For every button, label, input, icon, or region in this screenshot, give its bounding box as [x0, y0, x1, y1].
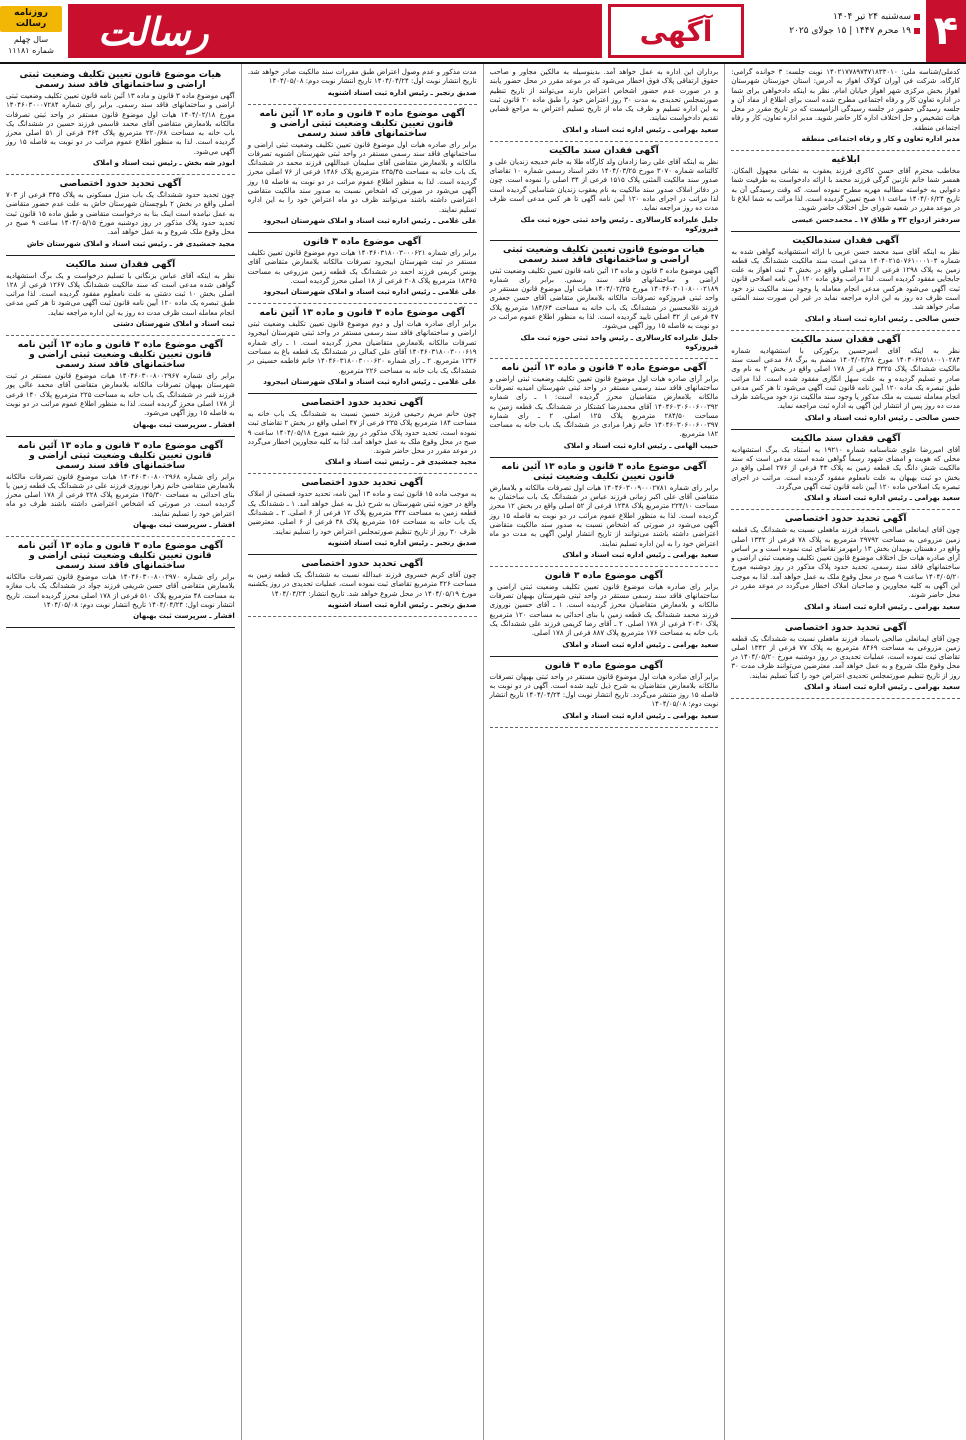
masthead [0, 0, 966, 64]
notice-body: برابر رای شماره ۱۴۰۴۶۰۳۰۰۸۰۰۲۹۷۰ هیات موضوع قانون تصرفات مالکانه بلامعارض متقاضی آقای حسن شریفی فرزند جواد در ششدانگ یک باب مغازه به مساحت ۴۸ مترمربع پلاک ۵۱۰ فرعی از ۱۷۸ اصلی محرز گردیده است. تاریخ انتشار نوبت اول: ۱۴۰۴/۰۴/۲۴ تاریخ انتشار نوبت دوم: ۱۴۰۴/۰۵/۰۸ [6, 573, 235, 609]
notice-signature: صدیق رنجبر ـ رئیس اداره ثبت اسناد اشنویه [327, 600, 477, 609]
notice-body: نظر به اینکه آقای سید محمد حسن عربی با ارائه استشهادیه گواهی شده به شماره ۱۴۰۴۰۲۱۵۰۷۶۱۰۰۰۱۰۴ مدعی است سند مالکیت ششدانگ یک قطعه زمین به پلاک ۱۲۹۸ فرعی از ۲۱۲ اصلی واقع در بخش ۳ ثبت اهواز به علت جابجایی مفقود گردیده است. لذا مراتب وفق ماده ۱۲۰ آیین نامه اصلاحی قانون ثبت آگهی می‌شود هرکس مدعی انجام معامله یا وجود سند مالکیت نزد خود است ظرف ده روز به این اداره مراجعه نماید در غیر این صورت سند المثنی صادر خواهد شد. [731, 247, 960, 312]
notice-title: آگهی موضوع ماده ۳ قانون و ماده ۱۳ آئین نامه قانون تعیین تکلیف وضعیت ثبتی [501, 461, 707, 482]
notice-title: آگهی موضوع ماده ۳ قانون و ماده ۱۳ آئین نامه قانون تعیین تکلیف وضعیت ثبتی اراضی و ساختمانهای فاقد سند رسمی [259, 108, 465, 139]
legal-notice [731, 236, 960, 324]
legal-notice [490, 146, 719, 234]
notice-body: برابر آرای صادره هیات اول موضوع قانون تعیین تکلیف وضعیت ثبتی اراضی و ساختمانهای فاقد سند رسمی مستقر در واحد ثبتی شهرستان امیدیه تصرفات مالکانه بلامعارض متقاضیان محرز گردیده است: ۱ ـ رای شماره ۱۴۰۴۶۰۳۰۶۰۰۶۰۰۳۹۲ آقای محمدرضا کشتکار در ششدانگ یک قطعه زمین به مساحت ۲۸۴/۵۰ مترمربع پلاک ۱۲۵ اصلی. ۲ ـ رای شماره ۱۴۰۴۶۰۳۰۶۰۰۶۰۰۳۹۷ خانم زهرا مرادی در ششدانگ یک باب خانه به مساحت ۱۸۲ مترمربع. [489, 374, 719, 439]
notice-divider [490, 566, 719, 567]
notice-signature: افشار ـ سرپرست ثبت بهبهان [133, 420, 235, 429]
notice-signature: سردفتر ازدواج ۴۳ و طلاق ۱۷ ـ محمدحسن عیسی [791, 215, 960, 224]
legal-notice [731, 514, 960, 611]
notice-body: مخاطب محترم آقای حسن کاکری فرزند یعقوب به نشانی مجهول المکان. همسر شما خانم نازنین گرگی فرزند محمد با ارائه دادخواست به طرفیت شما دعوایی به خواسته مطالبه مهریه مطرح نموده است. که وقت رسیدگی آن به تاریخ ۱۴۰۴/۰۶/۲۴ ساعت ۱۱ صبح تعیین گردیده است. لذا مراتب به شما ابلاغ تا در موعد مقرر در شعبه شورای حل اختلاف حاضر شوید. [731, 167, 961, 213]
notice-body: برابر رای شماره ۱۴۰۴۶۰۳۰۰۹۰۰۰۲۷۸۱ هیات اول تصرفات مالکانه و بلامعارض متقاضی آقای علی اکبر زمانی فرزند عباس در ششدانگ یک باب ساختمان به مساحت ۲۲۴/۱۰ مترمربع پلاک ۱۲۳۸ فرعی از ۵۲ اصلی واقع در بخش ۱۲ محرز گردیده است. لذا به منظور اطلاع عموم مراتب در دو نوبت به فاصله ۱۵ روز آگهی می‌شود در صورتی که اشخاص نسبت به صدور سند مالکیت متقاضی اعتراضی داشته باشند می‌توانند از تاریخ انتشار اولین آگهی به مدت دو ماه اعتراض خود را به این اداره تسلیم نمایند. [489, 483, 719, 548]
notice-body: به موجب ماده ۱۵ قانون ثبت و ماده ۱۳ آیین نامه، تحدید حدود قسمتی از املاک واقع در حوزه ثبتی شهرستان به شرح ذیل به عمل خواهد آمد. ۱ ـ ششدانگ یک قطعه زمین به مساحت ۳۴۲ مترمربع پلاک ۱۲ فرعی از ۶ اصلی. ۲ ـ ششدانگ یک باب خانه به مساحت ۱۵۶ مترمربع پلاک ۳۸ فرعی از ۶ اصلی. معترضین ظرف ۳۰ روز از تاریخ تنظیم صورتمجلس اعتراض خود را تسلیم نمایند. [247, 490, 477, 536]
notice-divider [731, 509, 960, 510]
notice-title: آگهی تحدید حدود اختصاصی [301, 397, 423, 408]
notice-body: برابر رای شماره ۱۴۰۴۶۰۳۰۰۸۰۰۲۹۶۸ هیات موضوع قانون تصرفات مالکانه بلامعارض متقاضی خانم زهرا نوروزی فرزند علی در ششدانگ یک قطعه زمین با بنای احداثی به مساحت ۱۴۵/۳۰ مترمربع پلاک ۲۲۸ فرعی از ۱۷۸ اصلی محرز گردیده است. در صورتی که اشخاص اعتراضی داشته باشند ظرف دو ماه اعتراض خود را تسلیم نمایند. [6, 472, 235, 518]
notice-divider [731, 618, 960, 619]
columns [0, 64, 966, 1440]
issue-meta [0, 0, 62, 62]
year-label: سال چهلم [13, 35, 49, 44]
notice-title: آگهی موضوع ماده ۳ قانون و ماده ۱۳ آئین نامه قانون تعیین تکلیف وضعیت ثبتی اراضی و ساختمانهای فاقد سند رسمی [17, 340, 223, 371]
legal-notice [248, 109, 477, 226]
legal-notice [248, 308, 477, 387]
notice-signature: افشار ـ سرپرست ثبت بهبهان [133, 612, 235, 621]
notice-signature: حسن صالحی ـ رئیس اداره ثبت اسناد و املاک [804, 413, 960, 422]
legal-notice [6, 541, 235, 621]
notice-divider [248, 303, 477, 304]
notice-divider [490, 457, 719, 458]
notice-divider [6, 255, 235, 256]
notice-title: آگهی تحدید حدود اختصاصی [301, 478, 423, 489]
notice-body: چون تحدید حدود ششدانگ یک باب منزل مسکونی به پلاک ۳۴۵ فرعی از ۷۰۳ اصلی واقع در بخش ۲ بلوچستان شهرستان خاش به علت عدم حضور متقاضی به عمل نیامده است اینک بنا به درخواست متقاضی و طبق ماده ۱۵ قانون ثبت تحدید حدود پلاک مذکور در روز دوشنبه مورخ ۱۴۰۴/۰۵/۱۵ ساعت ۹ صبح در محل وقوع ملک شروع و به عمل خواهد آمد. [6, 191, 235, 237]
legal-notice [731, 623, 960, 692]
notice-body: نظر به اینکه آقای علی رضا زادمان ولد کارگاه طلا به خانم خدیجه زندیان علی و کالتنامه شماره ۳۰۷۰ مورخ ۱۴۰۴/۰۳/۲۵ دفتر اسناد رسمی شماره ۱۰ تقاضای صدور سند مالکیت المثنی پلاک ۱۵۱۵ فرعی از ۳۴ اصلی را نموده است. چون در دفاتر املاک صدور سند مالکیت به نام یعقوب زندیان شناسایی گردیده است لذا مراتب در اجرای ماده ۱۲۰ آیین نامه آگهی تا هر کس مدعی است ظرف مدت ده روز مراجعه نماید. [489, 157, 719, 213]
legal-notice [731, 68, 960, 144]
logo-band [68, 4, 602, 58]
notice-signature: مدیر اداره تعاون و کار و رفاه اجتماعی منطقه [801, 135, 960, 144]
legal-notice [731, 155, 960, 224]
legal-notice [6, 70, 235, 168]
notice-title: هیات موضوع قانون تعیین تکلیف وضعیت ثبتی اراضی و ساختمانهای فاقد سند رسمی [502, 244, 705, 265]
notice-signature: صدیق رنجبر ـ رئیس اداره ثبت اسناد اشنویه [327, 88, 477, 97]
notice-title: آگهی موضوع ماده ۳ قانون و ماده ۱۳ آئین نامه [259, 308, 465, 319]
section-title: آگهی [608, 4, 744, 58]
notice-signature: سعید بهرامی ـ رئیس اداره ثبت اسناد و املاک [562, 711, 719, 720]
date-block [744, 0, 926, 62]
legal-notice [490, 68, 719, 135]
notice-divider [248, 473, 477, 474]
notice-signature: علی غلامی ـ رئیس اداره ثبت اسناد و املاک شهرستان ابیجرود [263, 288, 477, 297]
notice-body: کدملی/شناسه ملی: ۱۴۰۲۱۷۷۸۹۷۴۷۱۸۳۳۰۱۰ نوبت جلسه: ۳ خوانده گرامی: کارگاه، شرکت فی آوران کولاک اهواز به آدرس: استان خوزستان شهرستان اهواز بخش مرکزی شهر اهواز خیابان امام. نظر به اینکه دادخواهی برای شما در اداره تعاون کار و رفاه اجتماعی مطرح شده است برای اطلاع از مفاد آن و جلسه رسیدگی حضور در جلسه رسیدگی الزامیست که در تاریخ مقرر در محل هیات تشخیص و حل اختلاف اداره کار حاضر شوید. مدیر اداره تعاون، کار و رفاه اجتماعی منطقه. [731, 68, 960, 132]
notice-signature: سعید بهرامی ـ رئیس اداره ثبت اسناد و املاک [562, 640, 719, 649]
notice-title: آگهی موضوع ماده ۳ قانون و ماده ۱۳ آئین نامه قانون تعیین تکلیف وضعیت ثبتی اراضی و ساختمانهای فاقد سند رسمی [17, 440, 223, 471]
legal-notice [6, 340, 235, 429]
notice-divider [6, 174, 235, 175]
notice-title: آگهی موضوع ماده ۳ قانون و ماده ۱۳ آئین نامه قانون تعیین تکلیف وضعیت ثبتی اراضی و ساختمانهای فاقد سند رسمی [17, 541, 223, 572]
notice-divider [731, 698, 960, 699]
notice-signature: مجید جمشیدی فر ـ رئیس ثبت اسناد و املاک شهرستان خاش [26, 239, 235, 248]
legal-notice [490, 571, 719, 650]
notice-body: نظر به اینکه آقای عباس بزنگانی با تسلیم درخواست و یک برگ استشهادیه گواهی شده مدعی است که سند مالکیت ششدانگ پلاک ۱۲۶۷ فرعی از ۱۲۸ اصلی بخش ۱۰ ثبت دشتی به علت نامعلوم مفقود گردیده است. لذا مراتب طبق تبصره یک ماده ۱۲۰ آیین نامه قانون ثبت آگهی می‌شود تا هر کس مدعی انجام معامله است ظرف مدت ده روز به این اداره مراجعه نماید. [6, 271, 235, 317]
legal-notice [6, 441, 235, 530]
legal-notice [490, 661, 719, 721]
notice-title: آگهی موضوع ماده ۳ قانون [544, 570, 663, 581]
legal-notice [490, 462, 719, 560]
notice-signature: حسن صالحی ـ رئیس اداره ثبت اسناد و املاک [804, 314, 960, 323]
issue-number: شماره ۱۱۱۸۱ [8, 46, 54, 55]
notice-divider [731, 150, 960, 151]
notice-body: آگهی موضوع ماده ۳ قانون و ماده ۱۳ آئین نامه قانون تعیین تکلیف وضعیت ثبتی اراضی و ساختمانهای فاقد سند رسمی. برابر رای شماره ۱۴۰۴۶۰۳۰۱۰۸۰۰۰۲۱۸۹ مورخ ۱۴۰۴/۰۲/۲۵ هیات اول موضوع قانون مستقر در واحد ثبتی فیروزکوه تصرفات مالکانه بلامعارض متقاضی آقای حسن جعفری فرزند غلامحسین در ششدانگ یک باب خانه به مساحت ۱۸۴/۶۴ مترمربع پلاک ۴۷ فرعی از ۳۲ اصلی تایید گردیده است. لذا به منظور اطلاع عموم مراتب در دو نوبت به فاصله ۱۵ روز آگهی می‌شود. [489, 266, 719, 331]
notice-divider [490, 727, 719, 728]
notice-divider [248, 232, 477, 233]
ad-column-3 [241, 64, 483, 1440]
notice-body: برابر آرای صادره هیات اول و دوم موضوع قانون تعیین تکلیف وضعیت ثبتی اراضی و ساختمانهای فاقد سند رسمی مستقر در واحد ثبتی شهرستان ابیجرود تصرفات مالکانه بلامعارض متقاضیان محرز گردیده است. ۱ ـ رای شماره ۱۴۰۴۶۰۳۱۸۰۰۳۰۰۰۶۱۹ آقای علی کمالی در ششدانگ یک قطعه باغ به مساحت ۱۲۳۶ مترمربع. ۲ ـ رای شماره ۱۴۰۴۶۰۳۱۸۰۰۳۰۰۰۶۲۰ خانم فاطمه حسینی در ششدانگ یک باب خانه به مساحت ۲۲۶ مترمربع. [247, 320, 477, 375]
notice-signature: ثبت اسناد و املاک شهرستان دشتی [113, 320, 235, 329]
notice-signature: جلیل علیزاده کارسالاری ـ رئیس واحد ثبتی حوزه ثبت ملک فیروزکوه [520, 333, 719, 351]
notice-divider [6, 536, 235, 537]
notice-signature: سعید بهرامی ـ رئیس اداره ثبت اسناد و املاک [562, 125, 719, 134]
notice-body: نظر به اینکه آقای امیرحسین برکورکی با استشهادیه شماره ۱۴۰۴۰۶۲۵۱۸۰۰۱۰۲۸۴ مورخ ۱۴۰۴/۰۳/۲۸ منضم به برگ ۶۸ مدعی است سند مالکیت ششدانگ پلاک ۳۳۲۵ فرعی از ۱۷۸ اصلی واقع در بخش ۲ به نام وی صادر و تسلیم گردیده و به علت سهل انگاری مفقود شده است. لذا مراتب طبق تبصره یک ماده ۱۲۰ آیین نامه قانون ثبت آگهی می‌شود تا هر کس مدعی انجام معامله نسبت به ملک مذکور یا وجود سند مالکیت نزد خود می‌باشد ظرف مدت ده روز پس از انتشار این آگهی به اداره ثبت مراجعه نماید. [731, 346, 961, 411]
notice-divider [248, 616, 477, 617]
notice-title: آگهی موضوع ماده ۳ قانون و ماده ۱۳ آئین نامه [501, 362, 707, 373]
notice-divider [490, 358, 719, 359]
notice-divider [731, 330, 960, 331]
notice-body: برابر رای شماره ۱۴۰۴۶۰۳۰۰۸۰۰۲۹۶۷ هیات موضوع قانون مستقر در ثبت شهرستان بهبهان تصرفات مالکانه بلامعارض متقاضی آقای محمد عالی پور فرزند قنبر در ششدانگ یک باب خانه به مساحت ۲۲۵ مترمربع پلاک ۱۴۰ فرعی از ۱۷۸ اصلی محرز گردیده است. لذا به منظور اطلاع عموم مراتب در دو نوبت به فاصله ۱۵ روز آگهی می‌شود. [6, 372, 235, 418]
legal-notice [248, 398, 477, 467]
notice-signature: سعید بهرامی ـ رئیس اداره ثبت اسناد و املاک [804, 683, 960, 692]
notice-title: آگهی تحدید حدود اختصاصی [784, 622, 907, 633]
legal-notice [731, 335, 960, 423]
notice-body: برابر رای صادره هیات موضوع قانون تعیین تکلیف وضعیت ثبتی اراضی و ساختمانهای فاقد سند رسمی مستقر در واحد ثبتی شهرستان بهبهان تصرفات مالکانه و بلامعارض متقاضیان محرز گردیده است. ۱ ـ آقای حسین نوروزی فرزند محمد ششدانگ یک قطعه زمین با بنای احداثی به مساحت ۱۲۰ مترمربع پلاک ۲۰۳۰ فرعی از ۱۷۸ اصلی. ۲ ـ آقای رضا کریمی فرزند علی ششدانگ یک باب خانه به مساحت ۱۷۶ مترمربع پلاک ۸۸۷ فرعی از ۱۷۸ اصلی. [489, 582, 719, 638]
legal-notice [731, 434, 960, 503]
legal-notice [248, 68, 477, 98]
notice-signature: سعید بهرامی ـ رئیس اداره ثبت اسناد و املاک [804, 602, 960, 611]
notice-body: مدت مذکور و عدم وصول اعتراض طبق مقررات سند مالکیت صادر خواهد شد. تاریخ انتشار نوبت اول: ۱۴۰۴/۰۴/۲۴ تاریخ انتشار نوبت دوم: ۱۴۰۴/۰۵/۰۸ [247, 68, 477, 86]
bullet-square-icon [914, 14, 920, 20]
notice-signature: علی غلامی ـ رئیس اداره ثبت اسناد و املاک شهرستان ابیجرود [263, 216, 477, 225]
notice-title: آگهی تحدید حدود اختصاصی [301, 558, 423, 569]
notice-divider [6, 627, 235, 628]
legal-notice [490, 245, 719, 352]
ad-column-4 [0, 64, 241, 1440]
notice-body: برابر آرای صادره هیات اول موضوع قانون مستقر در واحد ثبتی بهبهان تصرفات مالکانه بلامعارض متقاضیان به شرح ذیل تایید شده است. آگهی در دو نوبت به فاصله ۱۵ روز منتشر می‌گردد. تاریخ انتشار نوبت اول: ۱۴۰۴/۰۴/۲۴ تاریخ انتشار نوبت دوم: ۱۴۰۴/۰۵/۰۸ [489, 672, 719, 709]
date-persian: سه‌شنبه ۲۴ تیر ۱۴۰۴ [833, 12, 911, 22]
notice-divider [6, 335, 235, 336]
notice-body: برداران این اداره به عمل خواهد آمد. بدینوسیله به مالکین مجاور و صاحب حقوق ارتفاقی پلاک فوق اخطار می‌شود که در موعد مقرر در محل حضور یابند و در صورت عدم حضور اشخاص اعتراض دارند می‌توانند از تاریخ تنظیم صورتمجلس تحدیدی به مدت ۳۰ روز اعتراض خود را طبق ماده ۲۰ قانون ثبت به این اداره تسلیم و ظرف یک ماه از تاریخ تسلیم اعتراض به مراجع قضایی تقدیم دادخواست نمایند. [489, 68, 719, 123]
notice-title: آگهی فقدان سند مالکیت [790, 334, 901, 345]
notice-title: هیات موضوع قانون تعیین تکلیف وضعیت ثبتی اراضی و ساختمانهای فاقد سند رسمی [19, 70, 222, 90]
notice-signature: حبیب الهامی ـ رئیس اداره ثبت اسناد و املاک [563, 441, 719, 450]
notice-body: چون آقای ایمانعلی صالحی باسماد فرزند ماهعلی نسبت به ششدانگ یک قطعه زمین مزروعی به مساحت ۲۹۷۹۲ مترمربع به پلاک ۷۸ فرعی از ۱۳۴۲ اصلی واقع در دهستان بوبیدان بخش ۱۳ رامهرمز تقاضای ثبت نموده است و بر اساس آرای صادره هیات حل اختلاف موضوع قانون تعیین تکلیف وضعیت ثبتی اراضی و ساختمانهای فاقد سند رسمی، تحدید حدود پلاک مذکور در روز دوشنبه مورخ ۱۴۰۴/۰۵/۲۰ ساعت ۹ صبح در محل وقوع ملک به عمل خواهد آمد. لذا به موجب این آگهی به کلیه مجاورین و صاحبان املاک اخطار می‌گردد در موعد مقرر در محل حاضر شوند. [731, 526, 960, 600]
notice-title: آگهی موضوع ماده ۳ قانون [303, 236, 422, 247]
notice-title: آگهی فقدان سند مالکیت [549, 145, 659, 156]
notice-divider [490, 656, 719, 657]
notice-title: آگهی تحدید حدود اختصاصی [59, 179, 182, 190]
notice-divider [248, 554, 477, 555]
page-number: ۴ [926, 0, 966, 62]
legal-notice [6, 179, 235, 248]
newspaper-logo: رسالت [98, 8, 209, 54]
notice-title: ابلاغیه [831, 155, 860, 166]
notice-title: آگهی تحدید حدود اختصاصی [784, 514, 907, 525]
notice-body: آگهی موضوع ماده ۳ قانون و ماده ۱۳ آئین نامه قانون تعیین تکلیف وضعیت ثبتی اراضی و ساختمانهای فاقد سند رسمی. برابر رای شماره ۱۴۰۴۶۰۳۰۰۰۷۲۸۴ مورخ ۱۴۰۴/۰۲/۱۸ هیات اول موضوع قانون مستقر در واحد ثبتی تصرفات مالکانه بلامعارض متقاضی آقای محمد قاسمی فرزند حسین در ششدانگ یک باب خانه به مساحت ۲۲۰/۶۸ مترمربع پلاک ۳۶۴ فرعی از ۵۱ اصلی محرز گردیده است. لذا به منظور اطلاع عموم مراتب در دو نوبت به فاصله ۱۵ روز آگهی می‌شود. [6, 92, 235, 156]
notice-divider [6, 436, 235, 437]
notice-signature: صدیق رنجبر ـ رئیس اداره ثبت اسناد اشنویه [327, 538, 477, 547]
date-hijri-gregorian: ۱۹ محرم ۱۴۴۷ | ۱۵ جولای ۲۰۲۵ [789, 26, 911, 36]
notice-divider [731, 231, 960, 232]
notice-divider [490, 141, 719, 142]
notice-signature: سعید بهرامی ـ رئیس اداره ثبت اسناد و املاک [562, 550, 719, 559]
notice-divider [248, 104, 477, 105]
notice-signature: جلیل علیزاده کارسالاری ـ رئیس واحد ثبتی حوزه ثبت ملک فیروزکوه [520, 215, 719, 233]
ad-column-1 [724, 64, 966, 1440]
notice-signature: مجید جمشیدی فر ـ رئیس ثبت اسناد و املاک [324, 458, 477, 467]
ad-column-2 [483, 64, 725, 1440]
notice-body: چون آقای کریم خسروی فرزند عبدالله نسبت به ششدانگ یک قطعه زمین به مساحت ۴۲۶ مترمربع تقاضای ثبت نموده است، عملیات تحدیدی در روز یکشنبه مورخ ۱۴۰۴/۰۵/۱۹ در محل شروع خواهد شد. تاریخ انتشار: ۱۴۰۴/۰۴/۲۴ [247, 570, 477, 598]
bullet-square-icon [914, 28, 920, 34]
legal-notice [248, 237, 477, 297]
legal-notice [490, 363, 719, 451]
notice-divider [490, 240, 719, 241]
notice-title: آگهی موضوع ماده ۳ قانون [544, 660, 663, 671]
notice-body: چون خانم مریم رحیمی فرزند حسین نسبت به ششدانگ یک باب خانه به مساحت ۱۸۴ مترمربع پلاک ۲۳۵ فرعی از ۴۷ اصلی واقع در بخش ۲ تقاضای ثبت نموده است، تحدید حدود پلاک مذکور در روز شنبه مورخ ۱۴۰۴/۰۵/۱۸ ساعت ۹ صبح در محل وقوع ملک به عمل خواهد آمد. لذا به کلیه مجاورین اخطار می‌گردد در موعد مقرر در محل حاضر شوند. [247, 409, 477, 456]
notice-title: آگهی فقدان سند مالکیت [65, 259, 176, 270]
notice-signature: افشار ـ سرپرست ثبت بهبهان [133, 521, 235, 530]
mini-logo: روزنامه رسالت [0, 6, 62, 32]
notice-title: آگهی فقدان سندمالکیت [792, 235, 899, 246]
notice-signature: ابوذر شه بخش ـ رئیس ثبت اسناد و املاک [92, 159, 235, 168]
notice-body: چون آقای ایمانعلی صالحی باسماد فرزند ماهعلی نسبت به ششدانگ یک قطعه زمین مزروعی به مساحت ۸۴۶۹ مترمربع به پلاک ۷۷ فرعی از ۱۳۴۲ اصلی تقاضای ثبت نموده است، عملیات تحدیدی در روز دوشنبه مورخ ۱۴۰۴/۰۵/۲۰ در محل وقوع ملک شروع و به عمل خواهد آمد. معترضین می‌توانند ظرف مدت ۳۰ روز از تاریخ تنظیم صورتمجلس تحدیدی اعتراض خود را کتباً تسلیم نمایند. [731, 634, 960, 680]
notice-signature: سعید بهرامی ـ رئیس اداره ثبت اسناد و املاک [804, 494, 960, 503]
notice-title: آگهی فقدان سند مالکیت [790, 433, 901, 444]
notice-divider [248, 393, 477, 394]
notice-body: برابر رای شماره ۱۴۰۴۶۰۳۱۸۰۰۳۰۰۰۶۲۱ هیات دوم موضوع قانون تعیین تکلیف مستقر در ثبت شهرستان ابیجرود تصرفات مالکانه بلامعارض متقاضی آقای یونس کریمی فرزند احمد در ششدانگ یک قطعه زمین مزروعی به مساحت ۱۸۳۶۵ مترمربع پلاک ۲۰۸ فرعی از ۱۸ اصلی محرز گردیده است. [247, 248, 477, 285]
legal-notice [248, 478, 477, 547]
notice-body: برابر رای صادره هیات اول موضوع قانون تعیین تکلیف وضعیت ثبتی اراضی و ساختمانهای فاقد سند رسمی مستقر در واحد ثبتی شهرستان اشنویه تصرفات مالکانه و بلامعارض متقاضی آقای سلیمان عبداللهی فرزند محمد در ششدانگ یک باب خانه به مساحت ۲۳۵/۴۵ مترمربع پلاک ۱۴۸۶ فرعی از ۷۶ اصلی محرز گردیده است. لذا به منظور اطلاع عموم مراتب در دو نوبت به فاصله ۱۵ روز آگهی می‌شود در صورتی که اشخاص نسبت به صدور سند مالکیت متقاضی اعتراضی داشته باشند می‌توانند ظرف دو ماه اعتراض خود را به این اداره تسلیم نمایند. [247, 140, 477, 214]
notice-signature: علی غلامی ـ رئیس اداره ثبت اسناد و املاک شهرستان ابیجرود [263, 377, 477, 386]
legal-notice [248, 559, 477, 610]
legal-notice [6, 260, 235, 329]
notice-body: آقای امیررضا علوی شناسنامه شماره ۱۹۲۱۰ به استناد یک برگ استشهادیه محلی که هویت و امضای شهود رسماً گواهی شده است مدعی است که سند مالکیت شش دانگ یک قطعه زمین به پلاک ۴۳ فرعی از ۲۷۶ اصلی واقع در بخش دو ثبت بهبهان به علت نامعلوم مفقود گردیده است. مراتب در اجرای تبصره یک اصلاحی ماده ۱۲۰ آیین نامه قانون ثبت آگهی می‌گردد. [731, 445, 960, 491]
notice-divider [731, 429, 960, 430]
